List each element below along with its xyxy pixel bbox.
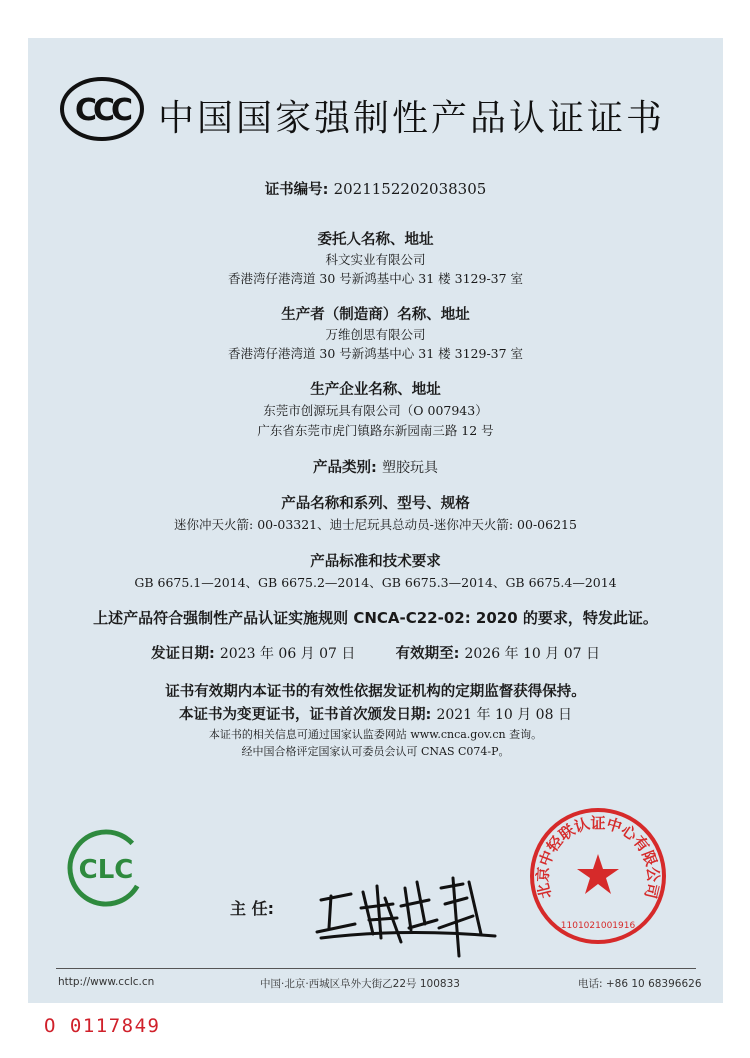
change-note-row [28,703,723,724]
director-label: 主 任: [230,899,274,918]
manufacturer-name: 万维创思有限公司 [325,327,426,342]
category-value: 塑胶玩具 [381,460,438,476]
footer-phone: 电话: +86 10 68396626 [578,978,702,990]
clc-logo [66,828,146,908]
footer-address: 中国·北京·西城区阜外大街乙22号 100833 [260,978,460,990]
seal-star-icon [577,854,619,894]
cnas-note: 经中国合格评定国家认可委员会认可 CNAS C074-P。 [241,745,510,758]
manufacturer-address: 香港湾仔港湾道 30 号新鸿基中心 31 楼 3129-37 室 [227,346,524,361]
factory-address: 广东省东莞市虎门镇路东新园南三路 12 号 [257,423,494,438]
change-note-text: 本证书为变更证书，证书首次颁发日期: [179,707,432,723]
query-note: 本证书的相关信息可通过国家认监委网站 www.cnca.gov.cn 查询。 [208,728,543,741]
first-issue-date: 2021 年 10 月 08 日 [436,707,572,723]
category-row [28,456,723,477]
seal-code: 1101021001916 [560,921,636,931]
issue-date-value: 2023 年 06 月 07 日 [219,646,356,662]
standards-value: GB 6675.1—2014、GB 6675.2—2014、GB 6675.3—2014、GB 6675.4—2014 [134,575,617,590]
page-title: 中国国家强制性产品认证证书 [158,98,666,139]
standards-label: 产品标准和技术要求 [310,554,441,570]
product-value: 迷你冲天火箭: 00-03321、迪士尼玩具总动员-迷你冲天火箭: 00-06215 [174,517,577,532]
footer-divider [56,968,696,969]
expiry-date-label: 有效期至: [395,646,460,662]
ccc-logo [60,76,144,142]
dates-row [28,642,723,663]
factory-label: 生产企业名称、地址 [310,382,441,398]
expiry-date-value: 2026 年 10 月 07 日 [464,646,601,662]
issue-date-label: 发证日期: [150,646,215,662]
product-label: 产品名称和系列、型号、规格 [281,496,470,512]
serial-number: O 0117849 [44,1015,161,1037]
manufacturer-label: 生产者（制造商）名称、地址 [281,307,470,323]
certificate-number-value: 2021152202038305 [333,180,487,198]
clc-logo-text: CLC [78,855,134,885]
applicant-address: 香港湾仔港湾道 30 号新鸿基中心 31 楼 3129-37 室 [227,271,524,286]
footer-website: http://www.cclc.cn [58,976,155,988]
certificate-sheet [28,38,723,1003]
category-label: 产品类别: [313,460,377,476]
director-signature [313,858,503,958]
compliance-statement: 上述产品符合强制性产品认证实施规则 CNCA-C22-02: 2020 的要求，特发此证。 [93,609,658,627]
validity-note: 证书有效期内本证书的有效性依据发证机构的定期监督获得保持。 [165,684,586,700]
applicant-label: 委托人名称、地址 [317,232,434,248]
ccc-logo-text: CCC [74,93,130,128]
official-seal [528,806,668,946]
seal-name: 北京中轻联认证中心有限公司 [533,814,663,901]
certificate-number-row [28,178,723,199]
applicant-name: 科文实业有限公司 [325,252,426,267]
factory-name: 东莞市创源玩具有限公司（O 007943） [263,403,488,418]
certificate-number-label: 证书编号: [264,182,329,198]
